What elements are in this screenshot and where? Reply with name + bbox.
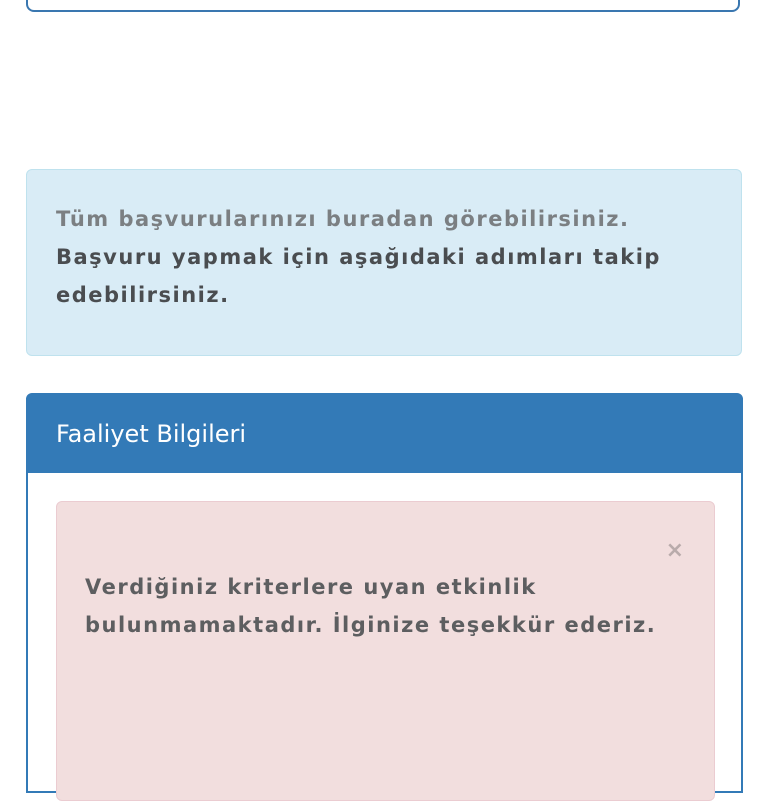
no-activity-alert bbox=[56, 501, 715, 801]
no-activity-alert-line-2: bulunmamaktadır. İlginize teşekkür ederiz. bbox=[85, 613, 657, 637]
info-alert bbox=[26, 169, 742, 356]
info-alert-line-3: edebilirsiniz. bbox=[56, 283, 230, 307]
panel-title: Faaliyet Bilgileri bbox=[28, 395, 741, 473]
info-alert-line-1: Tüm başvurularınızı buradan görebilirsiniz. bbox=[56, 207, 630, 231]
info-alert-line-2: Başvuru yapmak için aşağıdaki adımları takip bbox=[56, 245, 661, 269]
previous-card-bottom bbox=[26, 0, 740, 12]
close-icon[interactable]: × bbox=[665, 538, 684, 563]
activity-panel bbox=[26, 393, 743, 793]
no-activity-alert-line-1: Verdiğiniz kriterlere uyan etkinlik bbox=[85, 575, 537, 599]
